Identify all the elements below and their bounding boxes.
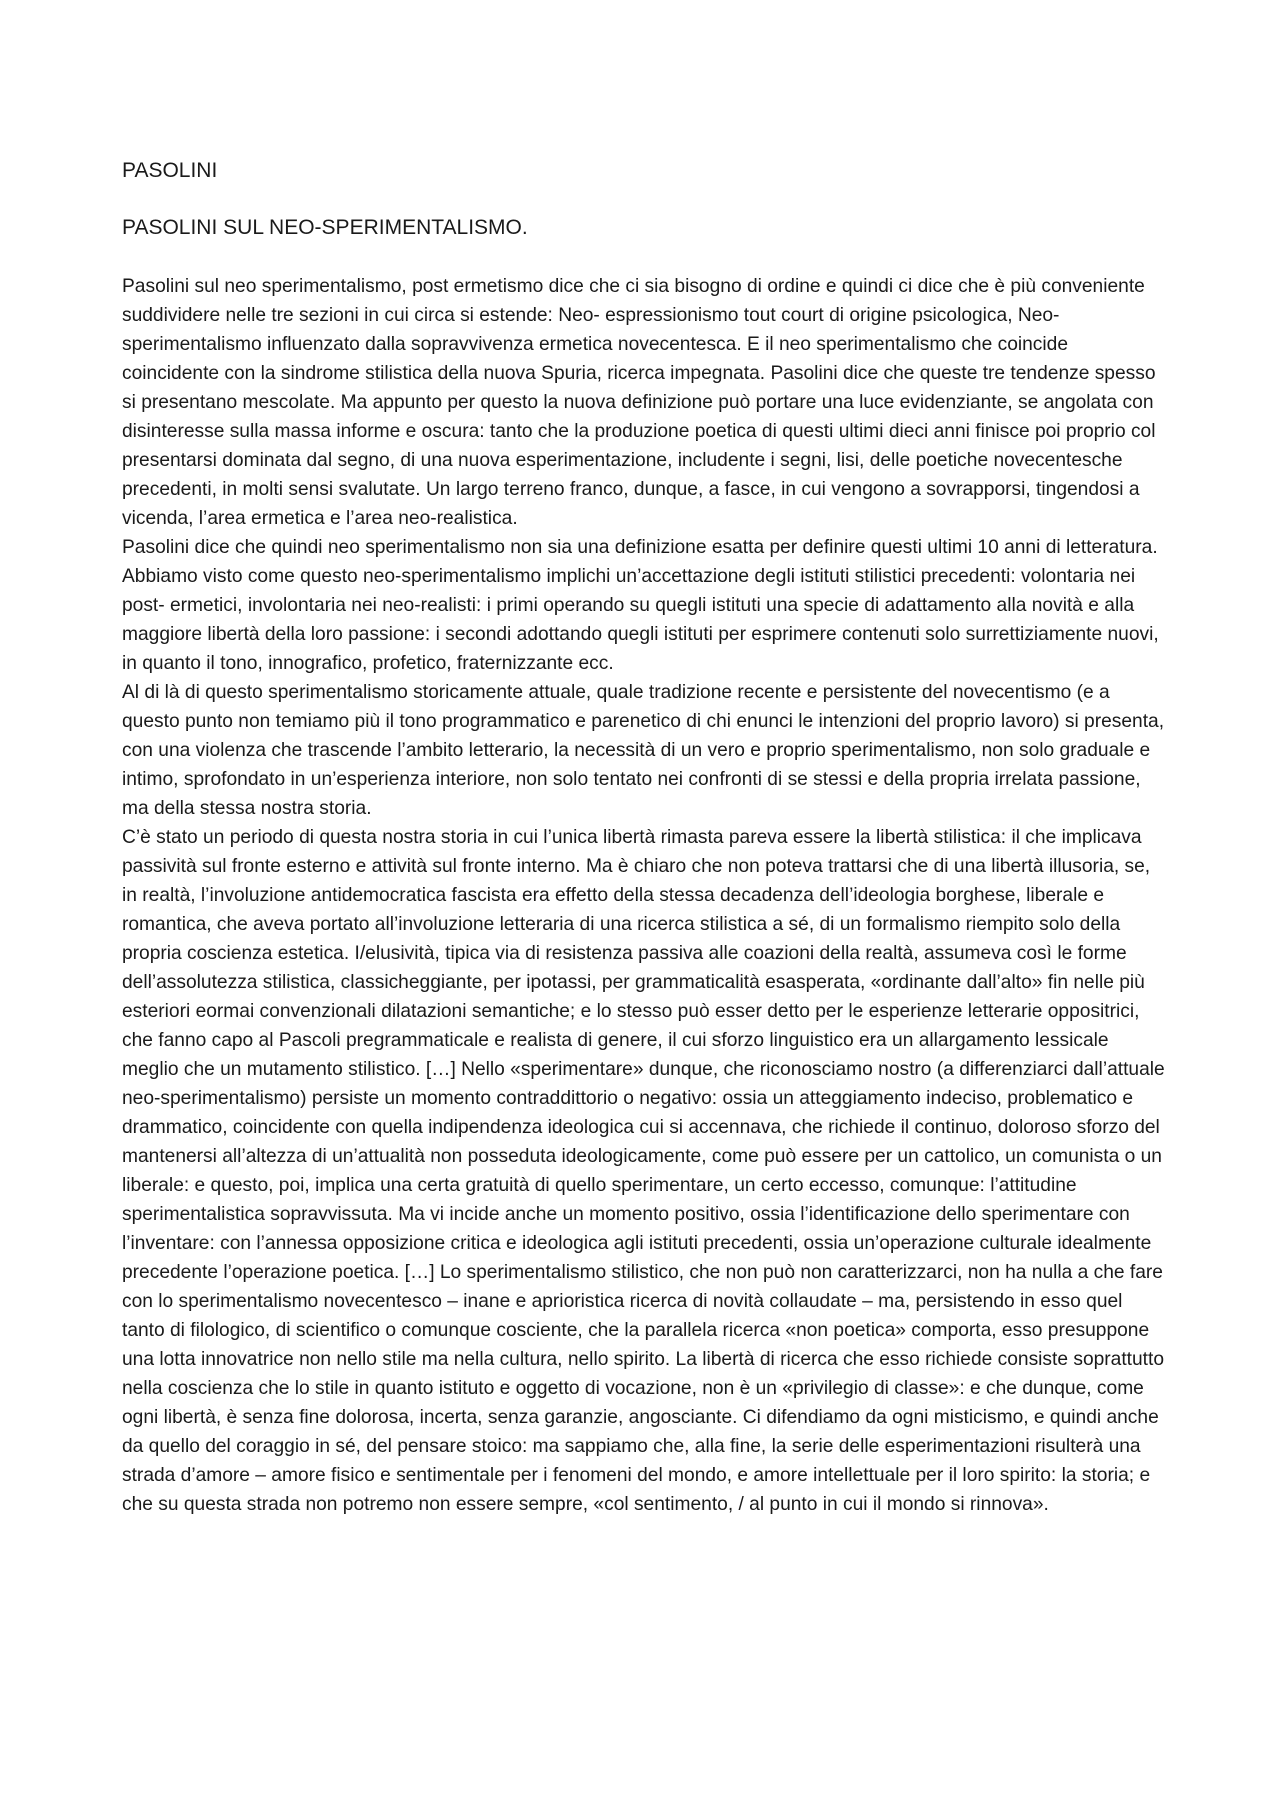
paragraph-1: Pasolini sul neo sperimentalismo, post ermetismo dice che ci sia bisogno di ordine e quindi ci dice che è più conveniente suddividere nelle tre sezioni in cui circa si estende: Neo- espressionismo tout court di origine psicologica, Neo- sperimentalismo influenzato dalla sopravvivenza ermetica novecentesca. E il neo sperimentalismo che coincide coincidente con la sindrome stilistica della nuova Spuria, ricerca impegnata. Pasolini dice che queste tre tendenze spesso si presentano mescolate. Ma appunto per questo la nuova definizione può portare una luce evidenziante, se angolata con disinteresse sulla massa informe e oscura: tanto che la produzione poetica di questi ultimi dieci anni finisce poi proprio col presentarsi dominata dal segno, di una nuova esperimentazione, includente i segni, lisi, delle poetiche novecentesche precedenti, in molti sensi svalutate. Un largo terreno franco, dunque, a fasce, in cui vengono a sovrapporsi, tingendosi a vicenda, l’area ermetica e l’area neo-realistica. [122,276,1156,529]
paragraph-4: C’è stato un periodo di questa nostra storia in cui l’unica libertà rimasta pareva essere la libertà stilistica: il che implicava passività sul fronte esterno e attività sul fronte interno. Ma è chiaro che non poteva trattarsi che di una libertà illusoria, se, in realtà, l’involuzione antidemocratica fascista era effetto della stessa decadenza dell’ideologia borghese, liberale e romantica, che aveva portato all’involuzione letteraria di una ricerca stilistica a sé, di un formalismo riempito solo della propria coscienza estetica. I/elusività, tipica via di resistenza passiva alle coazioni della realtà, assumeva così le forme dell’assolutezza stilistica, classicheggiante, per ipotassi, per grammaticalità esasperata, «ordinante dall’alto» fin nelle più esteriori eormai convenzionali dilatazioni semantiche; e lo stesso può esser detto per le esperienze letterarie oppositrici, che fanno capo al Pascoli pregrammaticale e realista di genere, il cui sforzo linguistico era un allargamento lessicale meglio che un mutamento stilistico. […] Nello «sperimentare» dunque, che riconosciamo nostro (a differenziarci dall’attuale neo-sperimentalismo) persiste un momento contraddittorio o negativo: ossia un atteggiamento indeciso, problematico e drammatico, coincidente con quella indipendenza ideologica cui si accennava, che richiede il continuo, doloroso sforzo del mantenersi all’altezza di un’attualità non posseduta ideologicamente, come può essere per un cattolico, un comunista o un liberale: e questo, poi, implica una certa gratuità di quello sperimentare, un certo eccesso, comunque: l’attitudine sperimentalistica sopravvissuta. Ma vi incide anche un momento positivo, ossia l’identificazione dello sperimentare con l’inventare: con l’annessa opposizione critica e ideologica agli istituti precedenti, ossia un’operazione culturale idealmente precedente l’operazione poetica. […] Lo sperimentalismo stilistico, che non può non caratterizzarci, non ha nulla a che fare con lo sperimentalismo novecentesco – inane e aprioristica ricerca di novità collaudate – ma, persistendo in esso quel tanto di filologico, di scientifico o comunque cosciente, che la parallela ricerca «non poetica» comporta, esso presuppone una lotta innovatrice non nello stile ma nella cultura, nello spirito. La libertà di ricerca che esso richiede consiste soprattutto nella coscienza che lo stile in quanto istituto e oggetto di vocazione, non è un «privilegio di classe»: e che dunque, come ogni libertà, è senza fine dolorosa, incerta, senza garanzie, angosciante. Ci difendiamo da ogni misticismo, e quindi anche da quello del coraggio in sé, del pensare stoico: ma sappiamo che, alla fine, la serie delle esperimentazioni risulterà una strada d’amore – amore fisico e sentimentale per i fenomeni del mondo, e amore intellettuale per il loro spirito: la storia; e che su questa strada non potremo non essere sempre, «col sentimento, / al punto in cui il mondo si rinnova». [122,827,1165,1515]
document-body [122,156,1167,1519]
document-title: PASOLINI [122,159,218,182]
paragraph-3: Al di là di questo sperimentalismo storicamente attuale, quale tradizione recente e persistente del novecentismo (e a questo punto non temiamo più il tono programmatico e parenetico di chi enunci le intenzioni del proprio lavoro) si presenta, con una violenza che trascende l’ambito letterario, la necessità di un vero e proprio sperimentalismo, non solo graduale e intimo, sprofondato in un’esperienza interiore, non solo tentato nei confronti di se stessi e della propria irrelata passione, ma della stessa nostra storia. [122,682,1165,819]
document-subtitle: PASOLINI SUL NEO-SPERIMENTALISMO. [122,216,528,239]
paragraph-2: Pasolini dice che quindi neo sperimentalismo non sia una definizione esatta per definire questi ultimi 10 anni di letteratura. Abbiamo visto come questo neo-sperimentalismo implichi un’accettazione degli istituti stilistici precedenti: volontaria nei post- ermetici, involontaria nei neo-realisti: i primi operando su quegli istituti una specie di adattamento alla novità e alla maggiore libertà della loro passione: i secondi adottando quegli istituti per esprimere contenuti solo surrettiziamente nuovi, in quanto il tono, innografico, profetico, fraternizzante ecc. [122,537,1159,674]
